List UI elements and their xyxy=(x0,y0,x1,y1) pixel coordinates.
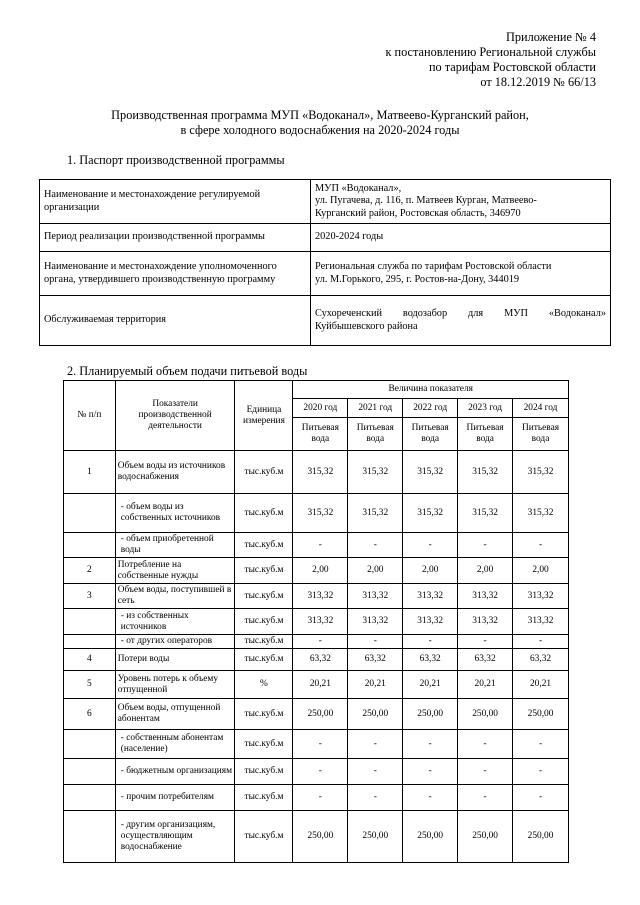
header-water: Питьевая вода xyxy=(458,418,513,451)
row-value: 2,00 xyxy=(293,558,348,584)
passport-value-line: МУП «Водоканал», xyxy=(315,182,402,194)
appendix-decree-authority: по тарифам Ростовской области xyxy=(428,60,596,74)
header-unit: Единица измерения xyxy=(235,381,293,451)
row-num: 1 xyxy=(64,451,116,494)
header-value-group: Величина показателя xyxy=(293,381,569,399)
row-value: 250,00 xyxy=(403,699,458,730)
row-value: - xyxy=(348,785,403,811)
row-indicator: - другим организациям, осуществляющим водоснабжение xyxy=(115,811,235,863)
row-value: - xyxy=(348,635,403,649)
row-indicator: - из собственных источников xyxy=(115,609,235,635)
row-value: 313,32 xyxy=(513,609,569,635)
row-value: - xyxy=(513,635,569,649)
row-value: 315,32 xyxy=(403,494,458,533)
row-num xyxy=(64,785,116,811)
row-unit: тыс.куб.м xyxy=(235,785,293,811)
header-year: 2022 год xyxy=(403,399,458,418)
passport-value-line: ул. Пугачева, д. 116, п. Матвеев Курган, Матвеево- xyxy=(315,195,537,207)
row-value: 2,00 xyxy=(458,558,513,584)
row-value: 63,32 xyxy=(403,649,458,671)
appendix-number: Приложение № 4 xyxy=(505,30,596,44)
passport-value xyxy=(311,180,611,224)
row-value: 250,00 xyxy=(403,811,458,863)
header-water: Питьевая вода xyxy=(348,418,403,451)
row-value: 250,00 xyxy=(458,811,513,863)
row-num: 5 xyxy=(64,671,116,699)
row-indicator: Объем воды из источников водоснабжения xyxy=(115,451,235,494)
row-num xyxy=(64,494,116,533)
table-row xyxy=(64,558,569,584)
row-unit: тыс.куб.м xyxy=(235,494,293,533)
passport-value-line: 2020-2024 годы xyxy=(315,231,384,243)
passport-label: Обслуживаемая территория xyxy=(40,296,311,346)
row-value: 315,32 xyxy=(458,451,513,494)
row-value: - xyxy=(403,635,458,649)
row-unit: тыс.куб.м xyxy=(235,811,293,863)
row-value: - xyxy=(513,730,569,759)
header-year: 2024 год xyxy=(513,399,569,418)
row-value: 315,32 xyxy=(293,451,348,494)
row-value: 250,00 xyxy=(348,699,403,730)
document-title-line: в сфере холодного водоснабжения на 2020-2024 годы xyxy=(180,123,460,137)
row-value: 20,21 xyxy=(348,671,403,699)
row-value: - xyxy=(458,635,513,649)
row-value: - xyxy=(293,785,348,811)
section2-heading: 2. Планируемый объем подачи питьевой воды xyxy=(67,364,308,378)
table-row xyxy=(64,635,569,649)
row-value: 20,21 xyxy=(403,671,458,699)
row-unit: тыс.куб.м xyxy=(235,533,293,558)
row-value: - xyxy=(348,759,403,785)
header-year: 2020 год xyxy=(293,399,348,418)
table-row xyxy=(64,785,569,811)
row-value: 250,00 xyxy=(513,811,569,863)
passport-row xyxy=(40,224,611,252)
header-year: 2023 год xyxy=(458,399,513,418)
row-value: 250,00 xyxy=(293,699,348,730)
row-num: 6 xyxy=(64,699,116,730)
row-num xyxy=(64,609,116,635)
row-value: - xyxy=(403,785,458,811)
row-value: - xyxy=(513,533,569,558)
row-indicator: Объем воды, отпущенной абонентам xyxy=(115,699,235,730)
row-value: 315,32 xyxy=(348,494,403,533)
row-num xyxy=(64,635,116,649)
row-value: 20,21 xyxy=(513,671,569,699)
table-row xyxy=(64,494,569,533)
row-value: - xyxy=(403,533,458,558)
row-value: 250,00 xyxy=(513,699,569,730)
header-year: 2021 год xyxy=(348,399,403,418)
row-value: 315,32 xyxy=(513,451,569,494)
row-num xyxy=(64,759,116,785)
table-header-row xyxy=(64,381,569,399)
row-unit: тыс.куб.м xyxy=(235,635,293,649)
row-indicator: - объем воды из собственных источников xyxy=(115,494,235,533)
row-value: 315,32 xyxy=(458,494,513,533)
row-value: - xyxy=(293,759,348,785)
row-value: - xyxy=(293,730,348,759)
row-unit: % xyxy=(235,671,293,699)
passport-row xyxy=(40,296,611,346)
row-value: 315,32 xyxy=(513,494,569,533)
row-indicator: - собственным абонентам (население) xyxy=(115,730,235,759)
row-indicator: Потери воды xyxy=(115,649,235,671)
row-num xyxy=(64,533,116,558)
row-unit: тыс.куб.м xyxy=(235,558,293,584)
row-unit: тыс.куб.м xyxy=(235,759,293,785)
row-value: 313,32 xyxy=(293,584,348,609)
row-unit: тыс.куб.м xyxy=(235,699,293,730)
passport-value-line: Куйбышевского района xyxy=(315,320,418,332)
document-title-line: Производственная программа МУП «Водоканал», Матвеево-Курганский район, xyxy=(111,108,529,122)
appendix-decree: к постановлению Региональной службы xyxy=(385,45,596,59)
passport-value-line: Курганский район, Ростовская область, 346970 xyxy=(315,207,521,219)
row-indicator: - от других операторов xyxy=(115,635,235,649)
row-value: - xyxy=(458,730,513,759)
row-value: 20,21 xyxy=(293,671,348,699)
row-num xyxy=(64,730,116,759)
section1-heading: 1. Паспорт производственной программы xyxy=(67,153,285,167)
row-value: 63,32 xyxy=(513,649,569,671)
row-indicator: - объем приобретенной воды xyxy=(115,533,235,558)
row-value: 313,32 xyxy=(348,584,403,609)
row-value: 63,32 xyxy=(348,649,403,671)
passport-label: Наименование и местонахождение регулируемой организации xyxy=(40,180,311,224)
passport-value-line: Региональная служба по тарифам Ростовской области xyxy=(315,261,552,272)
passport-value xyxy=(311,224,611,252)
table-row xyxy=(64,584,569,609)
row-value: - xyxy=(348,730,403,759)
row-unit: тыс.куб.м xyxy=(235,609,293,635)
row-value: 250,00 xyxy=(458,699,513,730)
row-value: 2,00 xyxy=(403,558,458,584)
row-value: 313,32 xyxy=(348,609,403,635)
passport-value xyxy=(311,296,611,346)
row-value: - xyxy=(458,785,513,811)
row-value: 2,00 xyxy=(348,558,403,584)
table-row xyxy=(64,811,569,863)
passport-value-line: ул. М.Горького, 295, г. Ростов-на-Дону, 344019 xyxy=(315,273,520,285)
row-value: - xyxy=(293,533,348,558)
row-value: 313,32 xyxy=(458,584,513,609)
row-indicator: - прочим потребителям xyxy=(115,785,235,811)
row-value: 313,32 xyxy=(403,584,458,609)
row-num: 2 xyxy=(64,558,116,584)
row-value: - xyxy=(458,533,513,558)
table-row xyxy=(64,671,569,699)
passport-row xyxy=(40,180,611,224)
row-value: - xyxy=(293,635,348,649)
volume-table xyxy=(63,380,569,863)
row-value: - xyxy=(403,730,458,759)
passport-label: Наименование и местонахождение уполномоченного органа, утвердившего производственную программу xyxy=(40,252,311,296)
passport-value xyxy=(311,252,611,296)
header-indicator: Показатели производственной деятельности xyxy=(115,381,235,451)
passport-label: Период реализации производственной программы xyxy=(40,224,311,252)
row-value: 315,32 xyxy=(403,451,458,494)
row-value: 313,32 xyxy=(513,584,569,609)
header-water: Питьевая вода xyxy=(403,418,458,451)
row-num: 3 xyxy=(64,584,116,609)
table-row xyxy=(64,609,569,635)
appendix-header xyxy=(385,30,596,90)
header-water: Питьевая вода xyxy=(513,418,569,451)
document-title xyxy=(0,108,640,138)
appendix-decree-date: от 18.12.2019 № 66/13 xyxy=(480,75,596,89)
table-row xyxy=(64,730,569,759)
table-row xyxy=(64,533,569,558)
row-unit: тыс.куб.м xyxy=(235,730,293,759)
row-indicator: - бюджетным организациям xyxy=(115,759,235,785)
row-value: - xyxy=(513,785,569,811)
row-value: 20,21 xyxy=(458,671,513,699)
row-value: 63,32 xyxy=(458,649,513,671)
row-value: 313,32 xyxy=(458,609,513,635)
passport-row xyxy=(40,252,611,296)
table-row xyxy=(64,699,569,730)
table-row xyxy=(64,759,569,785)
row-value: - xyxy=(458,759,513,785)
row-value: - xyxy=(513,759,569,785)
row-value: 313,32 xyxy=(293,609,348,635)
header-num: № п/п xyxy=(64,381,116,451)
row-num: 4 xyxy=(64,649,116,671)
row-value: - xyxy=(403,759,458,785)
passport-value-line: Сухореченский водозабор для МУП «Водоканал» xyxy=(315,308,606,319)
row-unit: тыс.куб.м xyxy=(235,649,293,671)
row-value: 315,32 xyxy=(293,494,348,533)
row-value: 313,32 xyxy=(403,609,458,635)
row-value: 315,32 xyxy=(348,451,403,494)
row-value: 250,00 xyxy=(293,811,348,863)
header-water: Питьевая вода xyxy=(293,418,348,451)
passport-table xyxy=(39,179,611,346)
row-num xyxy=(64,811,116,863)
row-unit: тыс.куб.м xyxy=(235,584,293,609)
row-indicator: Объем воды, поступившей в сеть xyxy=(115,584,235,609)
row-unit: тыс.куб.м xyxy=(235,451,293,494)
row-value: 63,32 xyxy=(293,649,348,671)
row-value: 250,00 xyxy=(348,811,403,863)
row-value: - xyxy=(348,533,403,558)
row-value: 2,00 xyxy=(513,558,569,584)
table-row xyxy=(64,451,569,494)
row-indicator: Уровень потерь к объему отпущенной xyxy=(115,671,235,699)
table-row xyxy=(64,649,569,671)
row-indicator: Потребление на собственные нужды xyxy=(115,558,235,584)
